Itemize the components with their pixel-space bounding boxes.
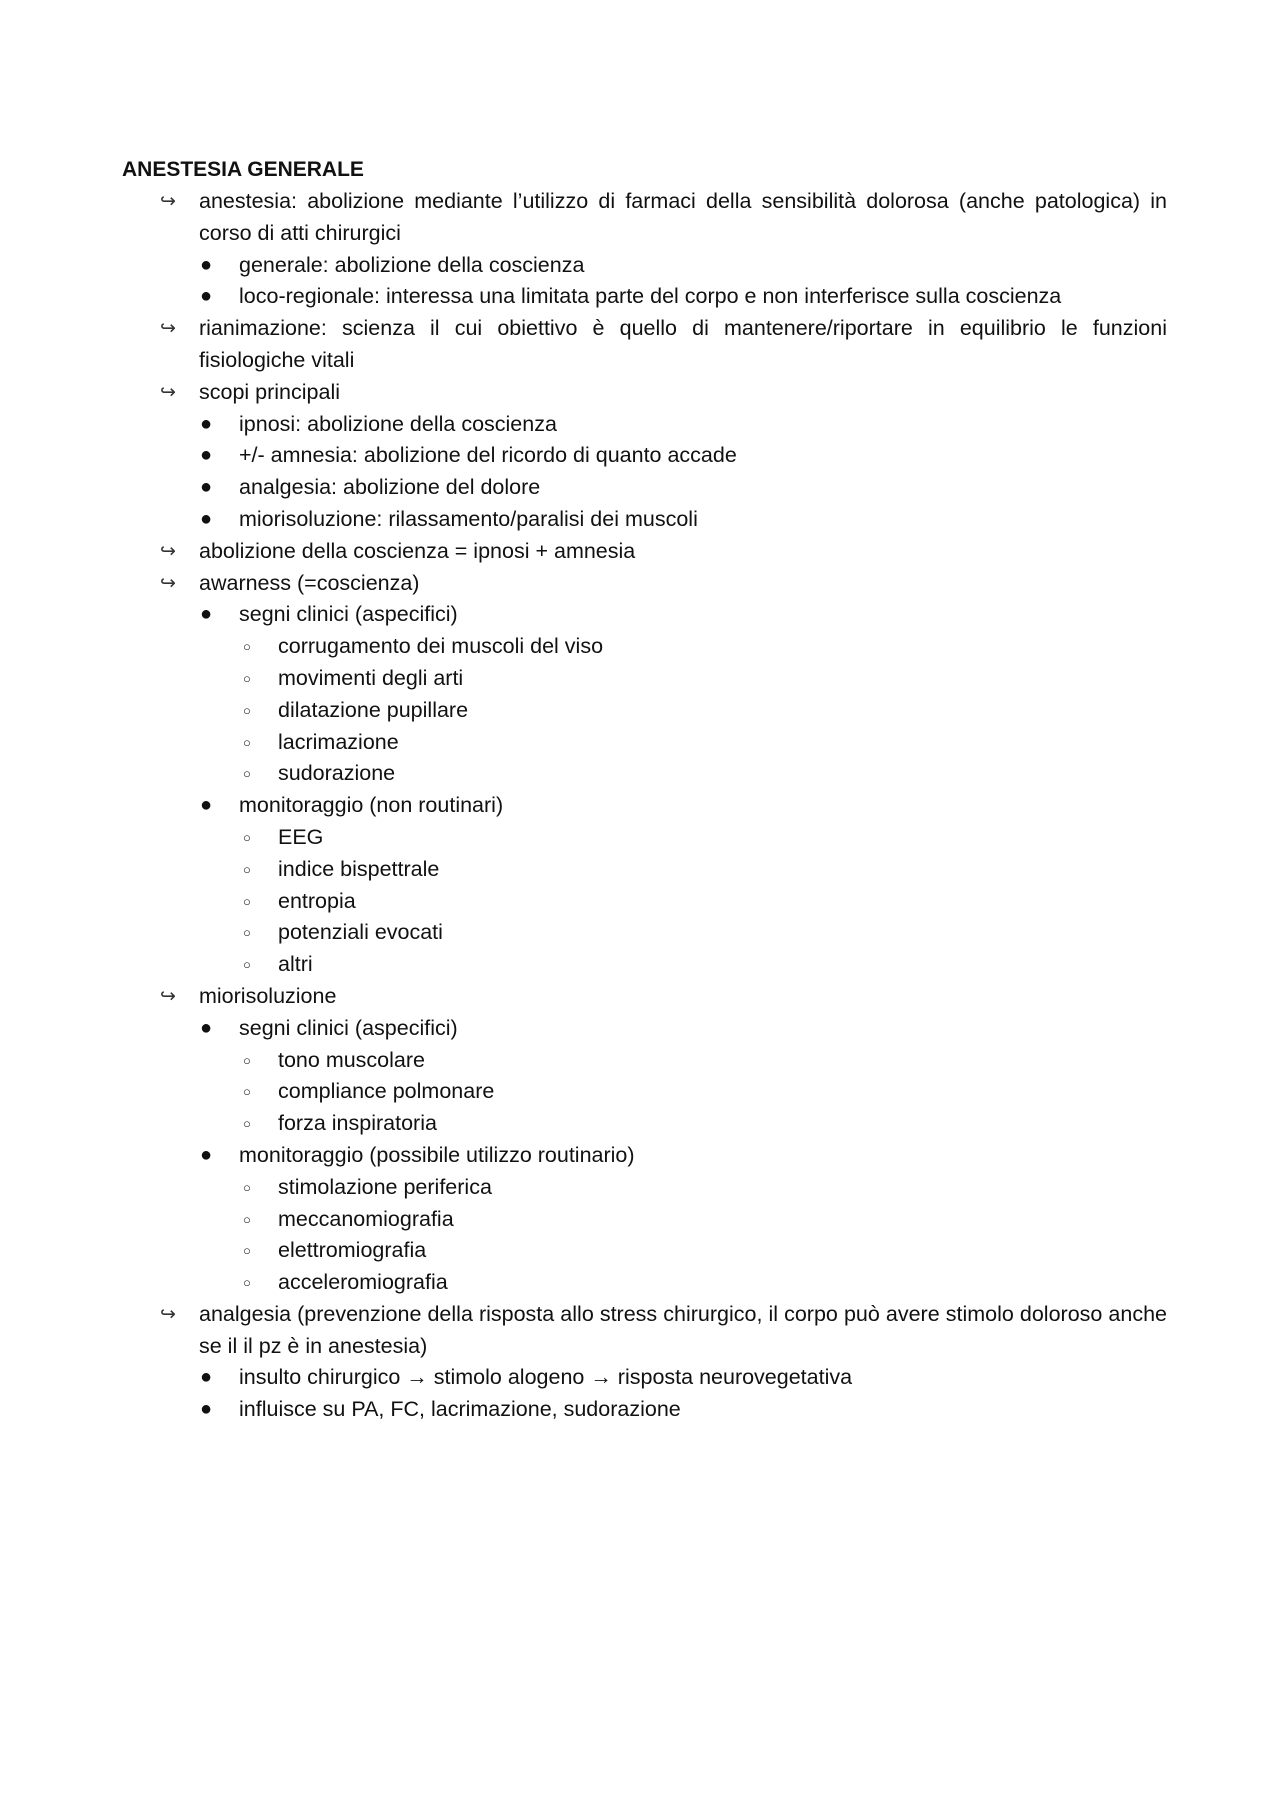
circle-marker-icon: ○ xyxy=(243,1084,251,1100)
outline-item-bullet xyxy=(122,409,1167,441)
outline-item-circle xyxy=(122,1204,1167,1236)
bullet-marker-icon: ● xyxy=(200,1398,213,1421)
outline-item-bullet xyxy=(122,1362,1167,1394)
bullet-marker-icon: ● xyxy=(200,507,213,530)
bullet-marker-icon: ● xyxy=(200,1143,213,1166)
outline-item-bullet xyxy=(122,1140,1167,1172)
item-text: analgesia (prevenzione della risposta allo stress chirurgico, il corpo può avere stimolo doloroso anche se il il pz è in anestesia) xyxy=(199,1301,1167,1358)
outline-item-circle xyxy=(122,1108,1167,1140)
item-text: meccanomiografia xyxy=(278,1206,454,1231)
outline-item-circle xyxy=(122,949,1167,981)
outline-item-circle xyxy=(122,727,1167,759)
outline-item-circle xyxy=(122,1045,1167,1077)
outline-item-circle xyxy=(122,1267,1167,1299)
item-text: altri xyxy=(278,952,313,977)
document-title: ANESTESIA GENERALE xyxy=(122,158,364,181)
bullet-marker-icon: ● xyxy=(200,603,213,626)
bullet-marker-icon: ● xyxy=(200,1366,213,1389)
circle-marker-icon: ○ xyxy=(243,670,251,686)
arrow-marker-icon: ↪ xyxy=(160,985,176,1007)
outline-item-arrow xyxy=(122,377,1167,409)
bullet-marker-icon: ● xyxy=(200,476,213,499)
item-text: miorisoluzione: rilassamento/paralisi dei muscoli xyxy=(239,506,698,531)
item-text: lacrimazione xyxy=(278,729,399,754)
outline-item-circle xyxy=(122,917,1167,949)
item-text: potenziali evocati xyxy=(278,920,443,945)
circle-marker-icon: ○ xyxy=(243,893,251,909)
item-text: ipnosi: abolizione della coscienza xyxy=(239,411,557,436)
item-text: sudorazione xyxy=(278,761,396,786)
item-text: segni clinici (aspecifici) xyxy=(239,1015,458,1040)
outline-item-arrow xyxy=(122,313,1167,377)
bullet-marker-icon: ● xyxy=(200,253,213,276)
arrow-marker-icon: ↪ xyxy=(160,318,176,340)
item-text: tono muscolare xyxy=(278,1047,425,1072)
item-text: rianimazione: scienza il cui obiettivo è quello di mantenere/riportare in equilibrio le funzioni fisiologiche vitali xyxy=(199,316,1167,372)
item-text: movimenti degli arti xyxy=(278,665,464,690)
item-text: monitoraggio (non routinari) xyxy=(239,793,504,818)
outline-item-circle xyxy=(122,822,1167,854)
outline-item-circle xyxy=(122,758,1167,790)
outline-item-bullet xyxy=(122,1394,1167,1426)
circle-marker-icon: ○ xyxy=(243,734,251,750)
circle-marker-icon: ○ xyxy=(243,702,251,718)
item-text: anestesia: abolizione mediante l’utilizzo di farmaci della sensibilità dolorosa (anche patologica) in corso di atti chirurgici xyxy=(199,189,1167,245)
document-page xyxy=(122,156,1167,1426)
circle-marker-icon: ○ xyxy=(243,766,251,782)
outline-item-circle xyxy=(122,1235,1167,1267)
outline-item-circle xyxy=(122,631,1167,663)
circle-marker-icon: ○ xyxy=(243,861,251,877)
item-text: generale: abolizione della coscienza xyxy=(239,252,585,277)
outline-item-arrow xyxy=(122,1299,1167,1363)
outline-item-circle xyxy=(122,886,1167,918)
item-text: influisce su PA, FC, lacrimazione, sudorazione xyxy=(239,1397,681,1422)
item-text: monitoraggio (possibile utilizzo routinario) xyxy=(239,1142,635,1167)
item-text: +/- amnesia: abolizione del ricordo di quanto accade xyxy=(239,443,737,468)
outline-item-arrow xyxy=(122,981,1167,1013)
outline-item-arrow xyxy=(122,536,1167,568)
item-text: corrugamento dei muscoli del viso xyxy=(278,634,604,659)
item-text: entropia xyxy=(278,888,356,913)
outline-item-circle xyxy=(122,695,1167,727)
outline-item-bullet xyxy=(122,440,1167,472)
circle-marker-icon: ○ xyxy=(243,1275,251,1291)
outline-item-circle xyxy=(122,854,1167,886)
item-text: acceleromiografia xyxy=(278,1270,448,1295)
circle-marker-icon: ○ xyxy=(243,957,251,973)
item-text: compliance polmonare xyxy=(278,1079,495,1104)
outline-item-bullet xyxy=(122,790,1167,822)
item-text: insulto chirurgico → stimolo alogeno → risposta neurovegetativa xyxy=(239,1365,853,1390)
item-text: stimolazione periferica xyxy=(278,1174,492,1199)
item-text: dilatazione pupillare xyxy=(278,697,469,722)
item-text: elettromiografia xyxy=(278,1238,427,1263)
outline-item-arrow xyxy=(122,568,1167,600)
outline-item-bullet xyxy=(122,504,1167,536)
circle-marker-icon: ○ xyxy=(243,1211,251,1227)
outline-item-arrow xyxy=(122,186,1167,250)
circle-marker-icon: ○ xyxy=(243,639,251,655)
circle-marker-icon: ○ xyxy=(243,1116,251,1132)
arrow-marker-icon: ↪ xyxy=(160,540,176,562)
bullet-marker-icon: ● xyxy=(200,412,213,435)
bullet-marker-icon: ● xyxy=(200,444,213,467)
outline-item-bullet xyxy=(122,281,1167,313)
item-text: analgesia: abolizione del dolore xyxy=(239,475,541,500)
item-text: miorisoluzione xyxy=(199,983,337,1008)
item-text: awarness (=coscienza) xyxy=(199,570,420,595)
arrow-marker-icon: ↪ xyxy=(160,1303,176,1325)
outline-item-circle xyxy=(122,663,1167,695)
circle-marker-icon: ○ xyxy=(243,1179,251,1195)
bullet-marker-icon: ● xyxy=(200,794,213,817)
circle-marker-icon: ○ xyxy=(243,925,251,941)
arrow-marker-icon: ↪ xyxy=(160,191,176,212)
outline-item-bullet xyxy=(122,599,1167,631)
bullet-marker-icon: ● xyxy=(200,285,213,308)
outline-item-bullet xyxy=(122,250,1167,282)
item-text: EEG xyxy=(278,824,324,849)
item-text: scopi principali xyxy=(199,379,341,404)
item-text: abolizione della coscienza = ipnosi + amnesia xyxy=(199,538,636,563)
outline-item-circle xyxy=(122,1076,1167,1108)
outline-item-bullet xyxy=(122,1013,1167,1045)
item-text: forza inspiratoria xyxy=(278,1111,437,1136)
outline-list xyxy=(122,186,1167,1426)
circle-marker-icon: ○ xyxy=(243,1243,251,1259)
item-text: loco-regionale: interessa una limitata parte del corpo e non interferisce sulla coscienza xyxy=(239,284,1062,309)
arrow-marker-icon: ↪ xyxy=(160,381,176,403)
outline-item-circle xyxy=(122,1172,1167,1204)
circle-marker-icon: ○ xyxy=(243,829,251,845)
arrow-marker-icon: ↪ xyxy=(160,572,176,594)
item-text: indice bispettrale xyxy=(278,856,440,881)
bullet-marker-icon: ● xyxy=(200,1016,213,1039)
item-text: segni clinici (aspecifici) xyxy=(239,602,458,627)
circle-marker-icon: ○ xyxy=(243,1052,251,1068)
outline-item-bullet xyxy=(122,472,1167,504)
